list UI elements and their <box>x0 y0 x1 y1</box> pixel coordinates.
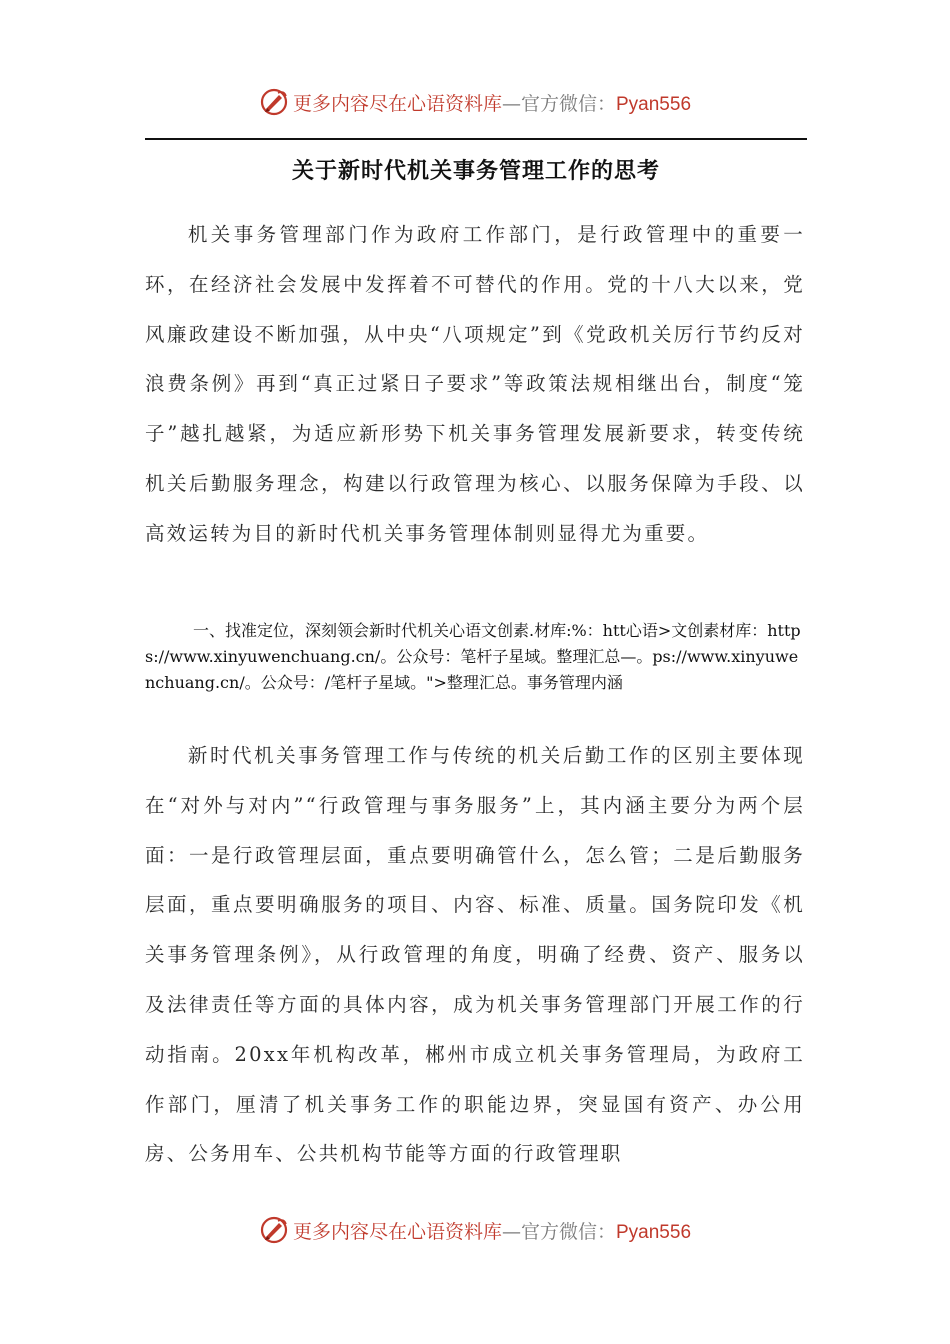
banner-wechat-label: 官方微信： <box>520 92 616 115</box>
footer-banner <box>0 1210 950 1250</box>
header-banner <box>0 82 950 122</box>
header-divider <box>145 138 807 140</box>
document-title: 关于新时代机关事务管理工作的思考 <box>291 158 660 184</box>
paragraph-intro: 机关事务管理部门作为政府工作部门，是行政管理中的重要一环，在经济社会发展中发挥着不可替代的作用。党的十八大以来，党风廉政建设不断加强，从中央“八项规定”到《党政机关厉行节约反对浪费条例》再到“真正过紧日子要求”等政策法规相继出台，制度“笼子”越扎越紧，为适应新形势下机关事务管理发展新要求，转变传统机关后勤服务理念，构建以行政管理为核心、以服务保障为手段、以高效运转为目的新时代机关事务管理体制则显得尤为重要。 <box>145 223 805 545</box>
banner-dash: — <box>501 1220 521 1243</box>
section-heading-1: 一、找准定位，深刻领会新时代机关心语文创素.材库:%：htt心语>文创素材库：https://www.xinyuwenchuang.cn/。公众号：笔杆子星域。整理汇总—。ps://www.xinyuwenchuang.cn/。公众号：/笔杆子星域。">整理汇总。事务管理内涵 <box>145 621 801 692</box>
banner-main-text: 更多内容尽在心语资料库 <box>292 92 502 115</box>
banner-main-text: 更多内容尽在心语资料库 <box>292 1220 502 1243</box>
pen-logo-icon <box>259 1215 289 1245</box>
pen-logo-icon <box>259 87 289 117</box>
banner-wechat-id: Pyan556 <box>616 1221 692 1243</box>
banner-text <box>293 1217 691 1244</box>
banner-wechat-id: Pyan556 <box>616 93 692 115</box>
banner-dash: — <box>501 92 521 115</box>
banner-text <box>293 89 691 116</box>
paragraph-section-1: 新时代机关事务管理工作与传统的机关后勤工作的区别主要体现在“对外与对内”“行政管理与事务服务”上，其内涵主要分为两个层面：一是行政管理层面，重点要明确管什么，怎么管；二是后勤服务层面，重点要明确服务的项目、内容、标准、质量。国务院印发《机关事务管理条例》，从行政管理的角度，明确了经费、资产、服务以及法律责任等方面的具体内容，成为机关事务管理部门开展工作的行动指南。20xx年机构改革，郴州市成立机关事务管理局，为政府工作部门，厘清了机关事务工作的职能边界，突显国有资产、办公用房、公务用车、公共机构节能等方面的行政管理职 <box>145 744 805 1166</box>
banner-wechat-label: 官方微信： <box>520 1220 616 1243</box>
